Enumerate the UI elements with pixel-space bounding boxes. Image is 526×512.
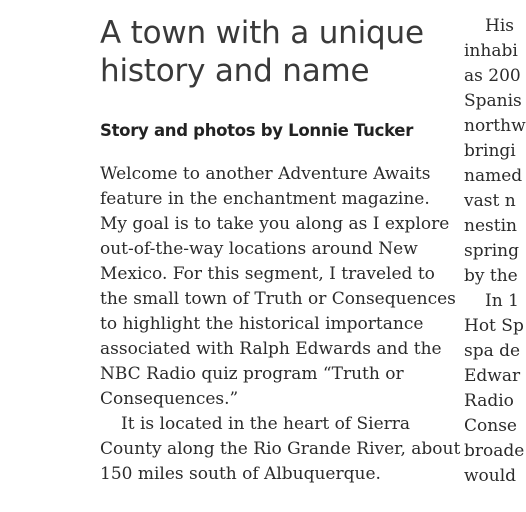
- right-column-cropped: [464, 14, 524, 489]
- right-column-line: as 200: [464, 66, 521, 86]
- right-column-line: bringi: [464, 141, 516, 161]
- right-column-line: northw: [464, 116, 526, 136]
- body-line: feature in the enchantment magazine.: [100, 189, 430, 209]
- body-line: My goal is to take you along as I explore: [100, 214, 450, 234]
- body-line: Consequences.”: [100, 389, 239, 409]
- body-line: It is located in the heart of Sierra: [121, 414, 411, 434]
- right-column-line: nestin: [464, 216, 517, 236]
- right-column-line: Radio: [464, 391, 514, 411]
- article-body: [100, 162, 461, 487]
- right-column-line: broade: [464, 441, 525, 461]
- right-column-line: spring: [464, 241, 520, 261]
- right-column-line: Edwar: [464, 366, 521, 386]
- article-title: [100, 14, 440, 90]
- body-line: 150 miles south of Albuquerque.: [100, 464, 381, 484]
- right-column-line: His: [485, 16, 514, 36]
- right-column-line: by the: [464, 266, 518, 286]
- left-column: [100, 14, 461, 487]
- article-title-line: history and name: [100, 53, 370, 89]
- body-line: County along the Rio Grande River, about: [100, 439, 461, 459]
- right-column-line: inhabi: [464, 41, 518, 61]
- right-column-line: In 1: [485, 291, 519, 311]
- body-line: Welcome to another Adventure Awaits: [100, 164, 431, 184]
- right-column-line: spa de: [464, 341, 521, 361]
- body-line: out-of-the-way locations around New: [100, 239, 418, 259]
- body-line: NBC Radio quiz program “Truth or: [100, 364, 404, 384]
- body-line: to highlight the historical importance: [100, 314, 424, 334]
- right-column-line: vast n: [464, 191, 516, 211]
- article-byline: Story and photos by Lonnie Tucker: [100, 121, 414, 140]
- article-title-line: A town with a unique: [100, 15, 424, 51]
- body-line: the small town of Truth or Consequences: [100, 289, 456, 309]
- body-line: Mexico. For this segment, I traveled to: [100, 264, 435, 284]
- right-column-line: named: [464, 166, 523, 186]
- right-column-line: Conse: [464, 416, 517, 436]
- body-line: associated with Ralph Edwards and the: [100, 339, 442, 359]
- right-column-line: Spanis: [464, 91, 522, 111]
- right-column-line: Hot Sp: [464, 316, 524, 336]
- right-column-line: would: [464, 466, 517, 486]
